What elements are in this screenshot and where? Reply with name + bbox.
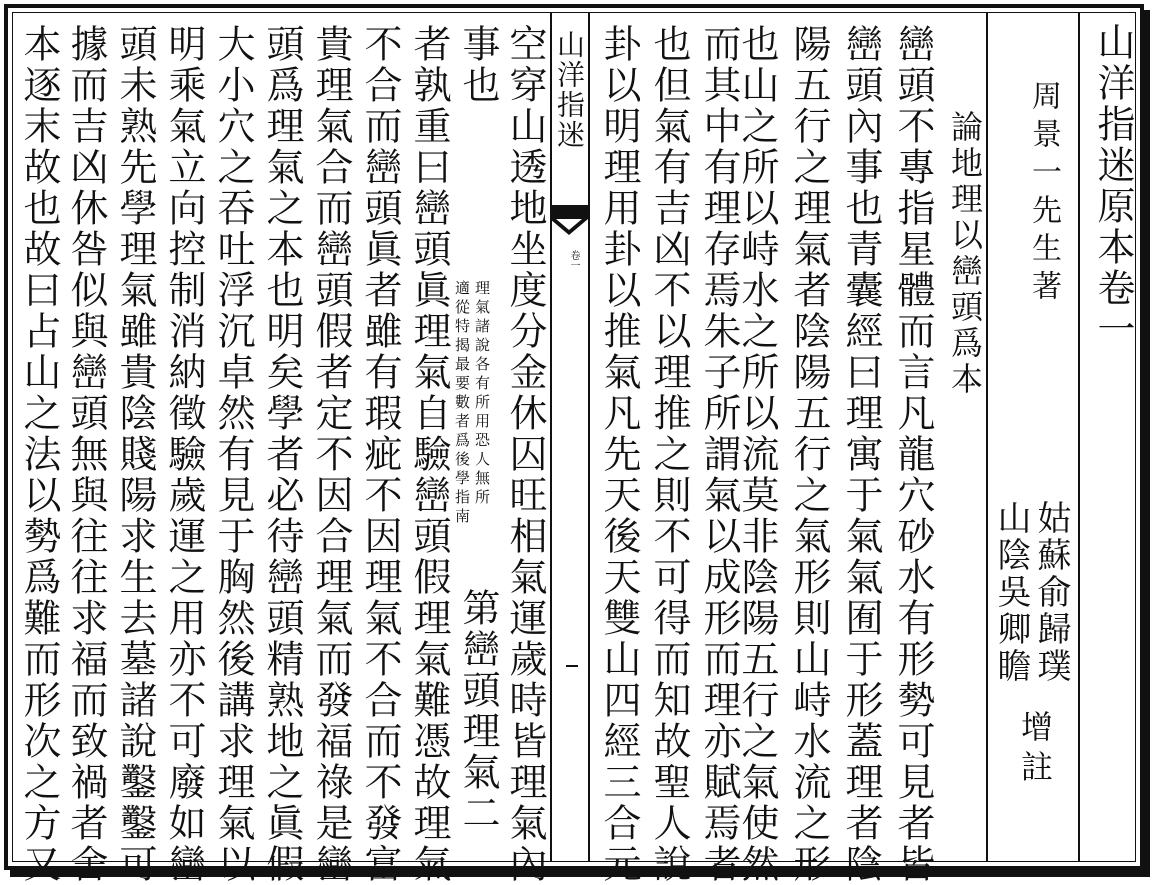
annotator-1: 姑蘇俞歸璞 — [1031, 500, 1071, 685]
column-rule — [1078, 12, 1080, 862]
center-strip-title: 山洋指迷 — [553, 30, 586, 150]
text-column: 明乘氣立向控制消納徵驗歲運之用亦不可廢如巒 — [162, 24, 206, 885]
text-column: 陽五行之理氣者陰陽五行之氣形則山峙水流之形 — [787, 24, 831, 885]
text-column: 據而吉凶休咎似與巒頭無與往往求福而致禍者舍 — [64, 24, 108, 885]
interlinear-note: 適從特揭最要數者爲後學指南 — [453, 280, 471, 527]
text-column: 不合而巒頭眞者雖有瑕疵不因理氣不合而不發富 — [358, 24, 402, 885]
interlinear-note: 理氣諸說各有所用恐人無所 — [473, 280, 491, 508]
text-column: 貴理氣合而巒頭假者定不因合理氣而發福祿是巒 — [309, 24, 353, 885]
text-column: 巒頭內事也青囊經曰理寓于氣氣囿于形蓋理者陰 — [839, 24, 883, 885]
text-column: 頭未熟先學理氣雖貴陰賤陽求生去墓諸說鑿鑿可 — [113, 24, 157, 885]
text-column: 頭爲理氣之本也明矣學者必待巒頭精熟地之眞假 — [260, 24, 304, 885]
center-strip-tick — [566, 665, 578, 667]
text-column: 而其中有理存焉朱子所謂氣以成形而理亦賦焉者 — [697, 24, 741, 885]
annotator-2: 山陰吳卿瞻 — [991, 500, 1031, 685]
center-strip-right-line — [588, 12, 590, 862]
text-column: 也山之所以峙水之所以流莫非陰陽五行之氣使然 — [735, 24, 779, 885]
text-column: 卦以明理用卦以推氣凡先天後天雙山四經三合元 — [597, 24, 641, 885]
text-column: 空穿山透地坐度分金休囚旺相氣運歲時皆理氣內 — [503, 24, 547, 885]
fish-tail-ornament — [550, 205, 588, 245]
text-column: 事也 — [456, 24, 500, 106]
column-rule — [986, 12, 988, 862]
text-column: 也但氣有吉凶不以理推之則不可得而知故聖人說 — [647, 24, 691, 885]
text-column: 本逐末故也故曰占山之法以勢爲難而形次之方又 — [17, 24, 61, 885]
frame-shadow-right — [1144, 10, 1150, 877]
author-line: 周景一先生著 — [1026, 80, 1061, 308]
annotation-action: 增註 — [1016, 710, 1054, 790]
text-column: 大小穴之吞吐浮沉卓然有見于胸然後講求理氣以 — [211, 24, 255, 885]
text-column: 巒頭不專指星體而言凡龍穴砂水有形勢可見者皆 — [891, 24, 935, 885]
text-column: 者孰重曰巒頭眞理氣自驗巒頭假理氣難憑故理氣 — [407, 24, 451, 885]
book-title: 山洋指迷原本卷一 — [1091, 22, 1135, 350]
center-strip-juan-mark: 卷一 — [568, 250, 579, 270]
chapter-title: 論地理以巒頭爲本 — [946, 110, 984, 398]
text-column-continuation: 第巒頭理氣二 — [456, 588, 500, 834]
